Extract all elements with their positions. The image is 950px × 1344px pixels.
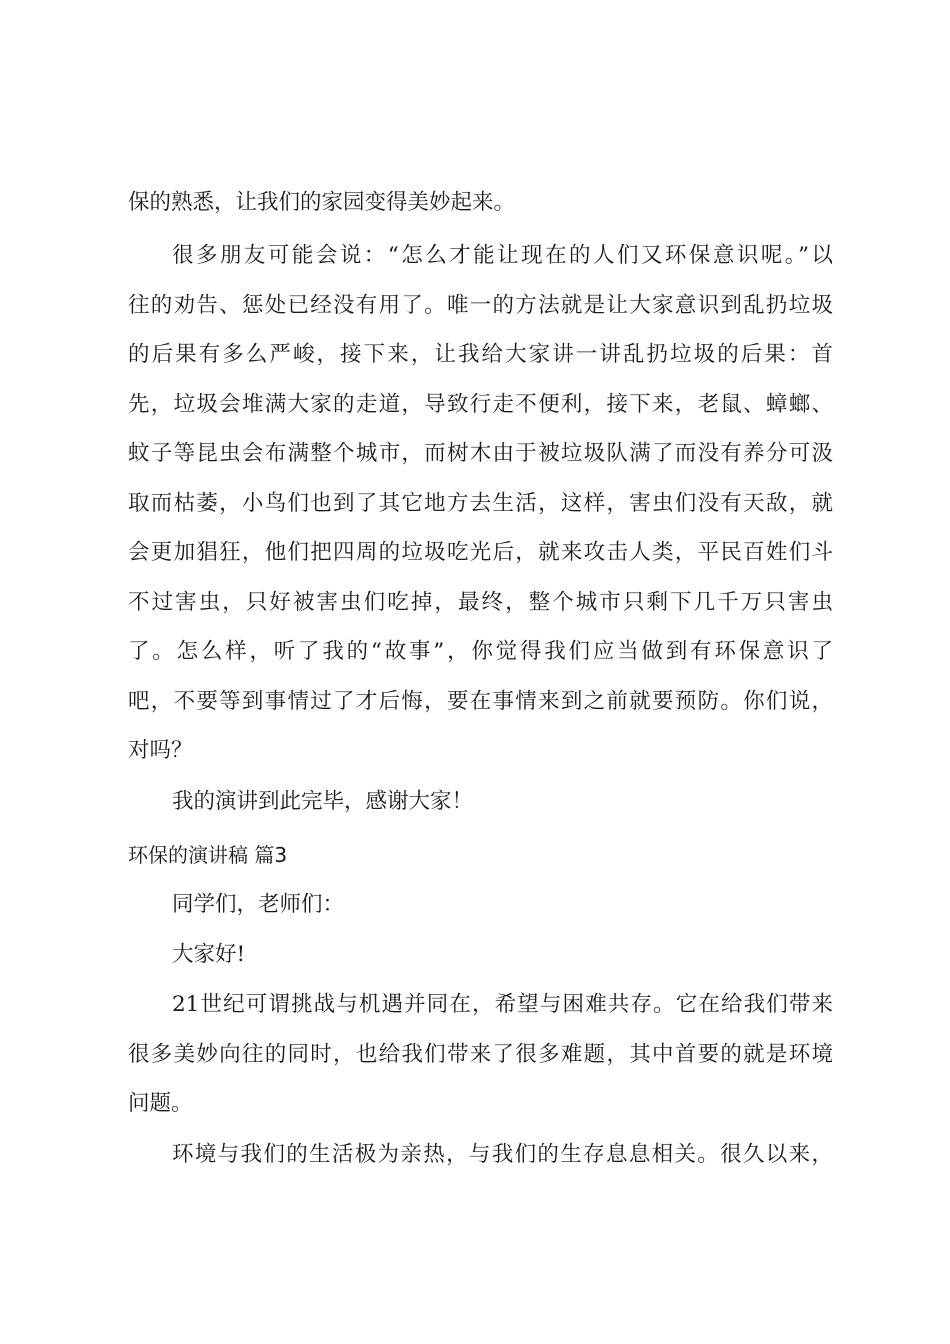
- paragraph-line: 很多朋友可能会说：“怎么才能让现在的人们又环保意识呢。”以: [172, 243, 833, 268]
- paragraph-line: 我的演讲到此完毕，感谢大家！: [172, 789, 474, 814]
- paragraph-line: 取而枯萎，小鸟们也到了其它地方去生活，这样，害虫们没有天敌，就: [128, 491, 833, 516]
- greeting-line: 大家好!: [172, 942, 246, 967]
- paragraph-line: 吧，不要等到事情过了才后悔，要在事情来到之前就要预防。你们说，: [128, 689, 833, 714]
- paragraph-line: 会更加猖狂，他们把四周的垃圾吃光后，就来攻击人类，平民百姓们斗: [128, 540, 833, 565]
- paragraph-line: 环境与我们的生活极为亲热，与我们的生存息息相关。很久以来，: [172, 1142, 833, 1167]
- paragraph-line: 对吗？: [128, 738, 193, 763]
- paragraph-line: 了。怎么样，听了我的“故事”，你觉得我们应当做到有环保意识了: [128, 639, 833, 664]
- paragraph-line: 21世纪可谓挑战与机遇并同在，希望与困难共存。它在给我们带来: [172, 992, 833, 1017]
- paragraph-line: 的后果有多么严峻，接下来，让我给大家讲一讲乱扔垃圾的后果：首: [128, 342, 833, 367]
- paragraph-line: 先，垃圾会堆满大家的走道，导致行走不便利，接下来，老鼠、蟑螂、: [128, 392, 833, 417]
- paragraph-line: 问题。: [128, 1091, 193, 1116]
- paragraph-line: 不过害虫，只好被害虫们吃掉，最终，整个城市只剩下几千万只害虫: [128, 590, 833, 615]
- paragraph-line: 保的熟悉，让我们的家园变得美妙起来。: [128, 190, 516, 215]
- paragraph-line: 蚊子等昆虫会布满整个城市，而树木由于被垃圾队满了而没有养分可汲: [128, 441, 833, 466]
- salutation-line: 同学们，老师们：: [172, 892, 345, 917]
- section-heading: 环保的演讲稿 篇3: [128, 843, 288, 867]
- paragraph-line: 往的劝告、惩处已经没有用了。唯一的方法就是让大家意识到乱扔垃圾: [128, 293, 833, 318]
- paragraph-line: 很多美妙向往的同时，也给我们带来了很多难题，其中首要的就是环境: [128, 1042, 833, 1067]
